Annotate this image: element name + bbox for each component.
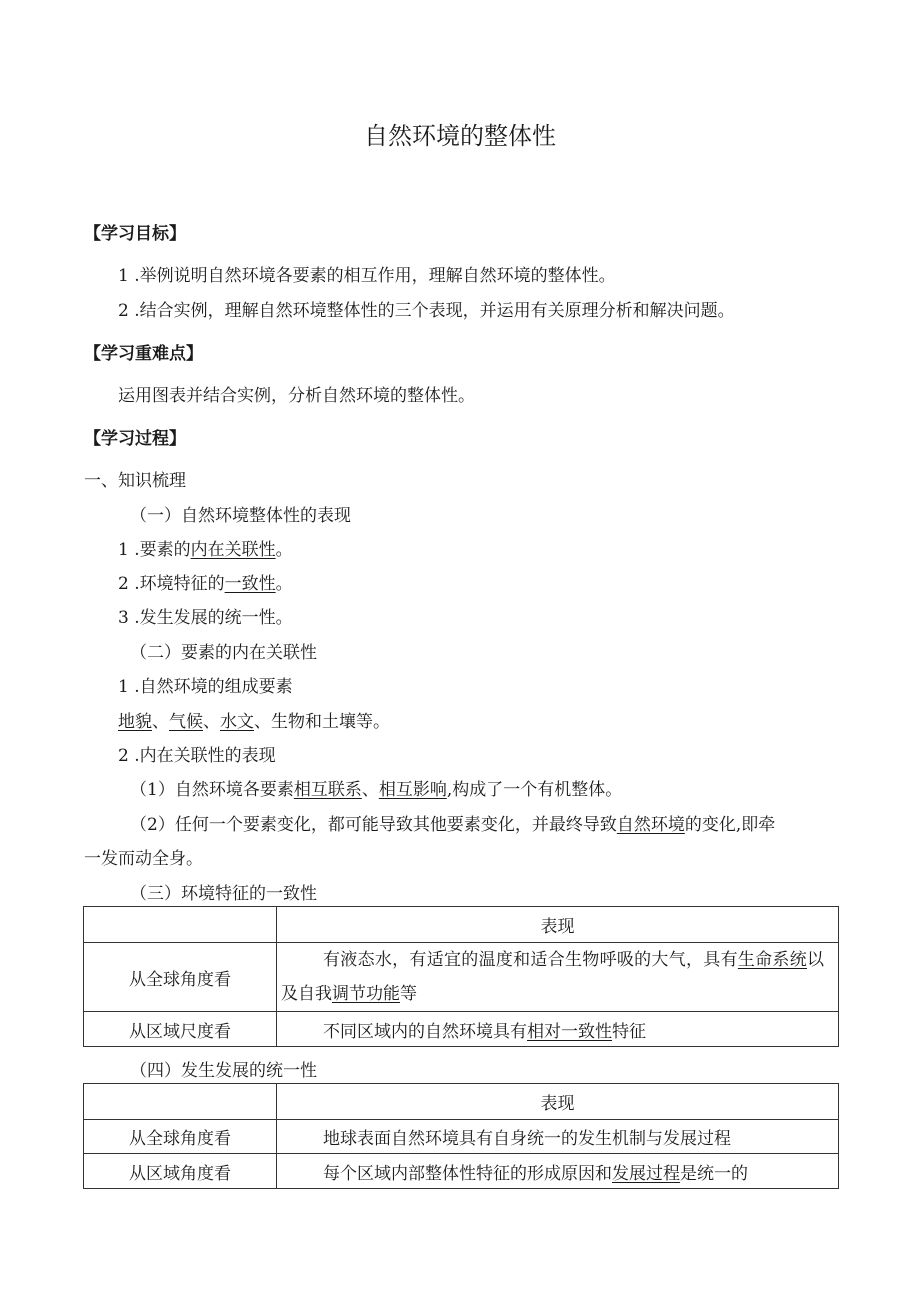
key-points-text: 运用图表并结合实例，分析自然环境的整体性。: [118, 386, 475, 406]
key-points-heading: 【学习重难点】: [84, 344, 203, 364]
text: 每个区域内部整体性特征的形成原因和: [323, 1163, 612, 1184]
row-label: 从全球角度看: [84, 943, 277, 1012]
fill-answer: 地貌: [118, 712, 152, 732]
list-item: 2 .内在关联性的表现: [118, 746, 276, 766]
row-label: 从区域角度看: [84, 1154, 277, 1189]
text: 1 .要素的: [118, 540, 191, 560]
fill-answer: 发展过程: [612, 1163, 680, 1184]
table-row: [84, 1154, 839, 1189]
text: 2 .环境特征的: [118, 574, 225, 594]
table-header-cell: [84, 1084, 277, 1120]
elements-line: [118, 710, 390, 734]
table-header-cell: 表现: [277, 1084, 839, 1120]
text: 是统一的: [680, 1163, 748, 1184]
row-content: [277, 1012, 839, 1047]
subsection-title: （一）自然环境整体性的表现: [130, 506, 351, 526]
text: （1）自然环境各要素: [130, 780, 294, 800]
fill-answer: 内在关联性: [190, 540, 276, 560]
paragraph: [130, 813, 775, 837]
text: 等: [400, 984, 417, 1004]
subsection-title: （二）要素的内在关联性: [130, 643, 317, 663]
fill-answer: 调节功能: [332, 984, 400, 1004]
fill-answer: 水文: [220, 712, 254, 732]
row-label: 从区域尺度看: [84, 1012, 277, 1047]
consistency-table: [83, 906, 839, 1047]
text: 。: [275, 574, 293, 594]
fill-answer: 一致性: [224, 574, 276, 594]
text: 不同区域内的自然环境具有: [323, 1021, 527, 1042]
table-header-cell: 表现: [277, 907, 839, 943]
table-row: [84, 1120, 839, 1154]
text: （2）任何一个要素变化，都可能导致其他要素变化，并最终导致: [130, 815, 617, 835]
text: 以及自我: [281, 950, 825, 1004]
list-item: [118, 572, 293, 596]
row-content: [277, 1154, 839, 1189]
section-knowledge: 一、知识梳理: [84, 471, 186, 491]
text: 、: [203, 712, 220, 732]
paragraph-continued: 一发而动全身。: [84, 849, 203, 869]
subsection-title: （三）环境特征的一致性: [130, 884, 317, 904]
row-content: 地球表面自然环境具有自身统一的发生机制与发展过程: [277, 1120, 839, 1154]
table-row: [84, 1012, 839, 1047]
text: 、: [152, 712, 169, 732]
fill-answer: 相互联系: [293, 780, 362, 800]
table-header-row: [84, 907, 839, 943]
list-item: 1 .自然环境的组成要素: [118, 677, 293, 697]
objective-item: 1 .举例说明自然环境各要素的相互作用，理解自然环境的整体性。: [118, 266, 616, 286]
text: 、: [361, 780, 379, 800]
fill-answer: 相互影响: [378, 780, 447, 800]
text: 特征: [612, 1021, 646, 1042]
row-content: [277, 943, 839, 1012]
list-item: 3 .发生发展的统一性。: [118, 608, 293, 628]
text: 的变化,即牵: [684, 815, 776, 835]
table-row: [84, 943, 839, 1012]
text: 。: [275, 540, 293, 560]
development-table: [83, 1083, 839, 1189]
table-header-cell: [84, 907, 277, 943]
objective-item: 2 .结合实例，理解自然环境整体性的三个表现，并运用有关原理分析和解决问题。: [118, 301, 735, 321]
process-heading: 【学习过程】: [84, 429, 186, 449]
fill-answer: 生命系统: [737, 950, 808, 970]
subsection-title: （四）发生发展的统一性: [130, 1061, 317, 1081]
page-title: 自然环境的整体性: [364, 122, 556, 150]
text: 有液态水，有适宜的温度和适合生物呼吸的大气，具有: [323, 950, 738, 970]
row-label: 从全球角度看: [84, 1120, 277, 1154]
fill-answer: 自然环境: [616, 815, 685, 835]
paragraph: [130, 778, 622, 802]
fill-answer: 相对一致性: [527, 1021, 612, 1042]
table-header-row: [84, 1084, 839, 1120]
list-item: [118, 538, 293, 562]
text: 、生物和土壤等。: [254, 712, 390, 732]
fill-answer: 气候: [169, 712, 203, 732]
text: ,构成了一个有机整体。: [446, 780, 623, 800]
objectives-heading: 【学习目标】: [84, 224, 186, 244]
